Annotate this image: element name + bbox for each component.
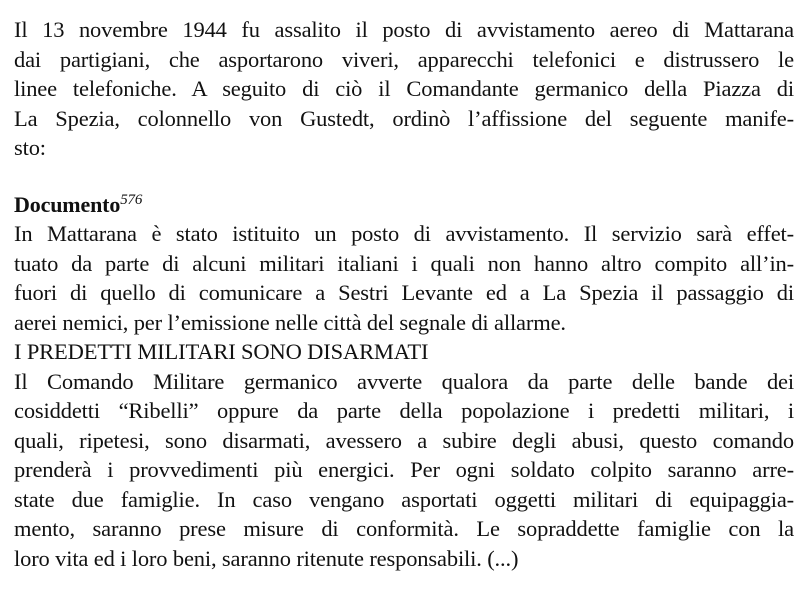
footnote-marker: 576 [120,191,143,208]
document-line: cosiddetti “Ribelli” oppure da parte della popolazione i predetti militari, i [14,398,794,423]
document-line: quali, ripetesi, sono disarmati, avessero a subire degli abusi, questo comando [14,427,794,453]
document-line: tuato da parte di alcuni militari italiani i quali non hanno altro compito all’in- [14,250,794,276]
document-line: aerei nemici, per l’emissione nelle città del segnale di allarme. [14,309,566,335]
document-heading-text: Documento [14,191,121,217]
intro-line: Il 13 novembre 1944 fu assalito il posto di avvistamento aereo di Mattarana [14,17,794,42]
section-spacer [14,163,794,190]
document-body [14,219,794,573]
document-line: state due famiglie. In caso vengano asportati oggetti militari di equipaggia- [14,486,794,512]
document-line: In Mattarana è stato istituito un posto di avvistamento. Il servizio sarà effet- [14,221,794,246]
document-line: mento, saranno prese misure di conformità. Le sopraddette famiglie con la [14,516,794,541]
document-line: fuori di quello di comunicare a Sestri Levante ed a La Spezia il passaggio di [14,280,794,305]
intro-line: linee telefoniche. A seguito di ciò il Comandante germanico della Piazza di [14,76,794,101]
intro-line: sto: [14,135,46,160]
document-line: prenderà i provvedimenti più energici. Per ogni soldato colpito saranno arre- [14,457,794,482]
document-line: Il Comando Militare germanico avverte qualora da parte delle bande dei [14,368,794,394]
document-caps-line: I PREDETTI MILITARI SONO DISARMATI [14,339,429,364]
document-line: loro vita ed i loro beni, saranno ritenute responsabili. (...) [14,545,519,571]
intro-paragraph [14,15,794,163]
intro-line: La Spezia, colonnello von Gustedt, ordinò l’affissione del seguente manife- [14,105,794,131]
intro-line: dai partigiani, che asportarono viveri, apparecchi telefonici e distrussero le [14,46,794,72]
document-heading [14,190,794,220]
document-page [14,15,794,573]
